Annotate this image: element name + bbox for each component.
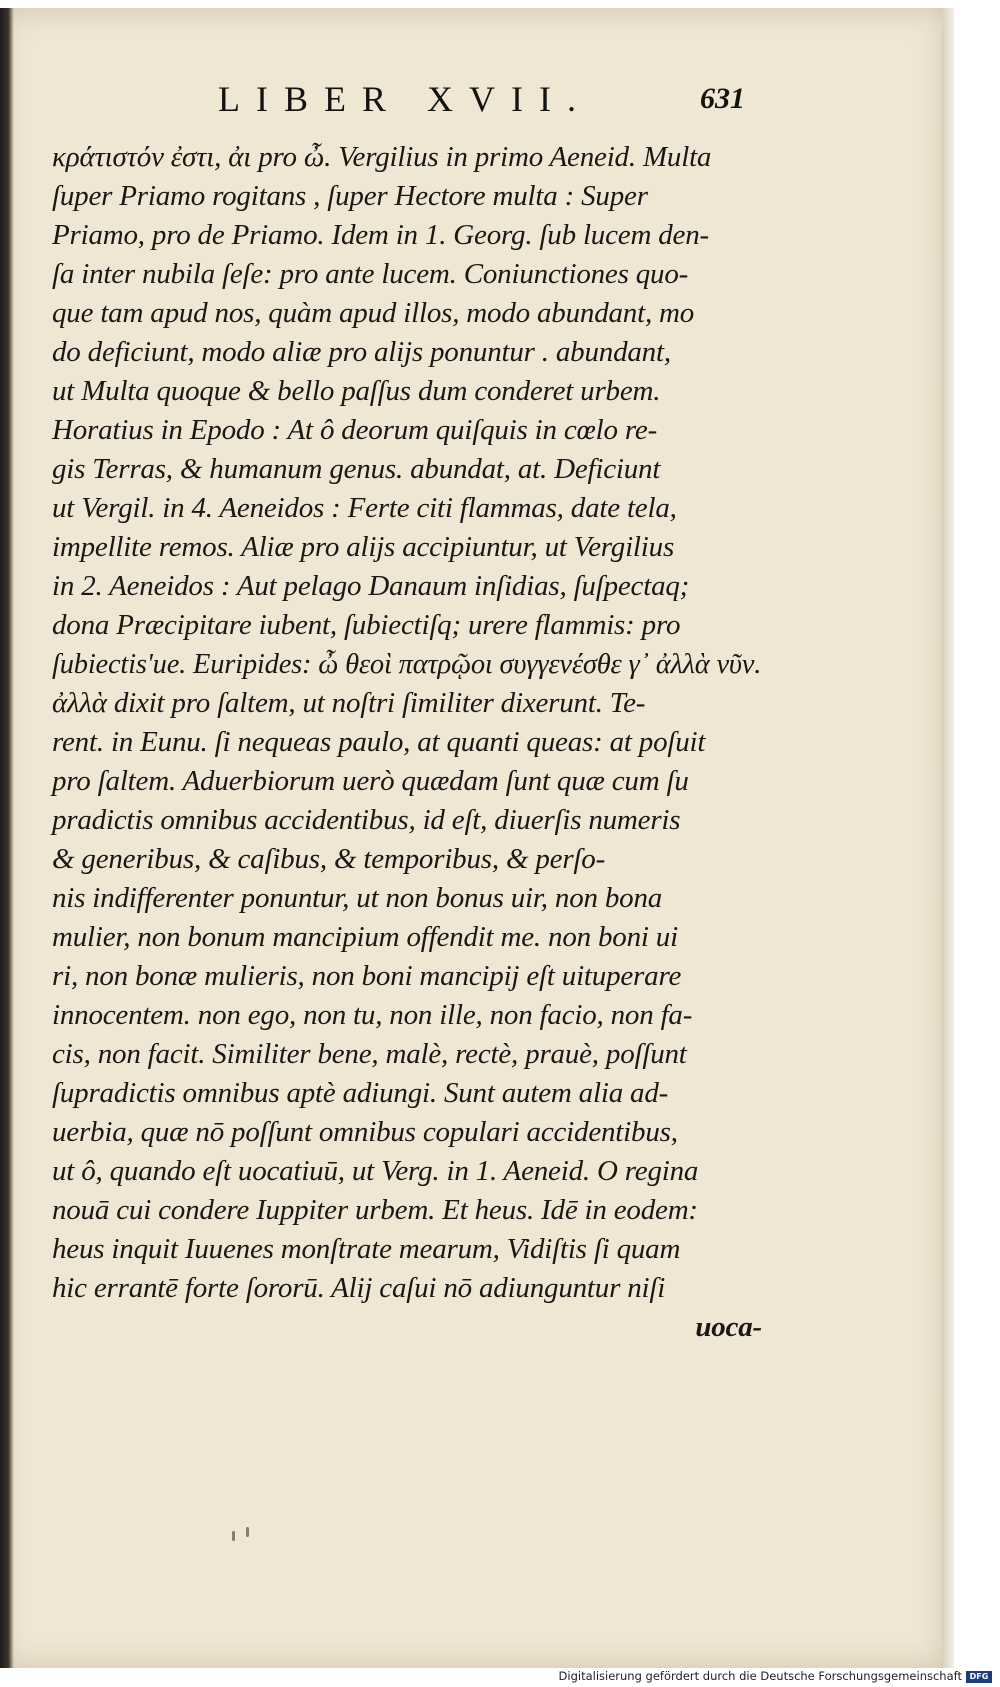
text-line: nis indifferenter ponuntur, ut non bonus uir, non bona [52,882,663,914]
text-line: ri, non bonæ mulieris, non boni mancipij eſt uituperare [52,960,682,992]
text-line: nouā cui condere Iuppiter urbem. Et heus. Idē in eodem: [52,1194,698,1226]
folio-number: 631 [700,82,745,115]
paper-mark [232,1525,262,1545]
text-line: rent. in Eunu. ſi nequeas paulo, at quanti queas: at poſuit [52,726,706,758]
text-line: Horatius in Epodo : At ô deorum quiſquis in cœlo re- [52,414,658,446]
footer-credit: Digitalisierung gefördert durch die Deutsche Forschungsgemeinschaft [558,1669,962,1683]
page-header [0,78,946,128]
dfg-logo: DFG [966,1671,992,1683]
body-text [52,138,772,1347]
text-line: que tam apud nos, quàm apud illos, modo abundant, mo [52,297,695,329]
page-right-edge [942,8,954,1668]
text-line: κράτιστόν ἐστι, ἀι pro ὦ. Vergilius in primo Aeneid. Multa [52,141,712,173]
text-line: gis Terras, & humanum genus. abundat, at. Deficiunt [52,453,661,485]
catchword: uoca- [695,1311,762,1343]
text-line: & generibus, & caſibus, & temporibus, & perſo- [52,843,606,875]
page-gutter-shadow [0,8,14,1668]
text-line: ſa inter nubila ſeſe: pro ante lucem. Coniunctiones quo- [52,258,689,290]
text-line: uerbia, quæ nō poſſunt omnibus copulari accidentibus, [52,1116,678,1148]
text-line: dona Præcipitare iubent, ſubiectiſq; urere flammis: pro [52,609,681,641]
text-line: impellite remos. Aliæ pro alijs accipiuntur, ut Vergilius [52,531,675,563]
digitization-footer [0,1668,1000,1687]
text-line: pradictis omnibus accidentibus, id eſt, diuerſis numeris [52,804,681,836]
text-line: ut ô, quando eſt uocatiuū, ut Verg. in 1. Aeneid. O regina [52,1155,699,1187]
text-line: pro ſaltem. Aduerbiorum uerò quædam ſunt quæ cum ſu [52,765,689,797]
text-line: ſuper Priamo rogitans , ſuper Hectore multa : Super [52,180,648,212]
text-line: ἀλλὰ dixit pro ſaltem, ut noſtri ſimiliter dixerunt. Te- [52,687,646,719]
text-line: innocentem. non ego, non tu, non ille, non facio, non fa- [52,999,693,1031]
text-line: in 2. Aeneidos : Aut pelago Danaum inſidias, ſuſpectaq; [52,570,690,602]
text-line: ſupradictis omnibus aptè adiungi. Sunt autem alia ad- [52,1077,669,1109]
text-line: cis, non facit. Similiter bene, malè, rectè, prauè, poſſunt [52,1038,687,1070]
text-line: ſubiectis'ue. Euripides: ὦ θεοὶ πατρῷοι συγγενέσθε γ᾽ ἀλλὰ νῦν. [52,649,762,680]
text-line: hic errantē forte ſororū. Alij caſui nō adiunguntur niſi [52,1272,666,1304]
text-line: ut Multa quoque & bello paſſus dum conderet urbem. [52,375,661,407]
text-line: mulier, non bonum mancipium offendit me. non boni ui [52,921,678,953]
text-line: Priamo, pro de Priamo. Idem in 1. Georg. ſub lucem den- [52,219,709,251]
text-line: do deficiunt, modo aliæ pro alijs ponuntur . abundant, [52,336,671,368]
running-head: LIBER XVII. [218,79,592,119]
text-line: heus inquit Iuuenes monſtrate mearum, Vidiſtis ſi quam [52,1233,681,1265]
text-line: ut Vergil. in 4. Aeneidos : Ferte citi flammas, date tela, [52,492,677,524]
